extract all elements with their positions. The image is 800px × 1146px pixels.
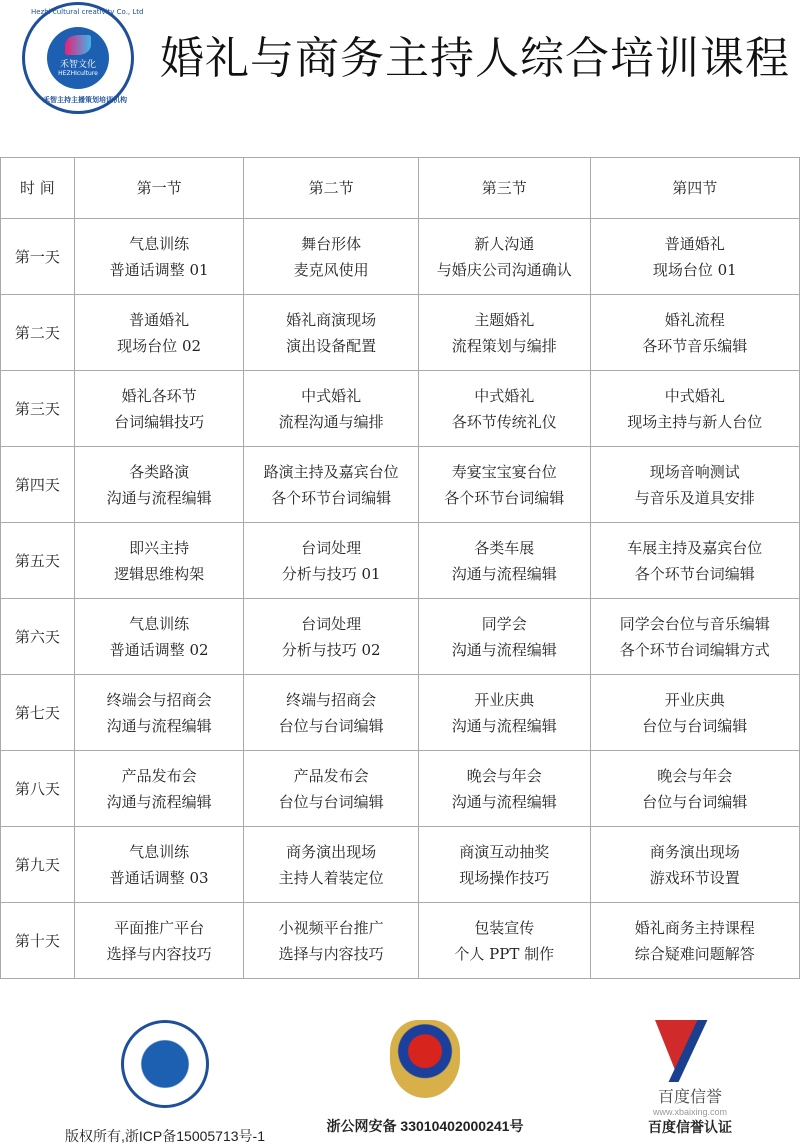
session-cell [418, 523, 590, 599]
session-cell [244, 599, 419, 675]
session-topic: 婚礼商务主持课程 [634, 918, 755, 937]
session-cell [74, 523, 244, 599]
session-cell [244, 675, 419, 751]
session-detail: 沟通与流程编辑 [451, 716, 557, 735]
table-row [1, 219, 800, 295]
day-cell: 第六天 [1, 599, 75, 675]
session-topic: 终端会与招商会 [106, 690, 212, 709]
session-detail: 现场台位 01 [652, 260, 737, 279]
session-detail: 普通话调整 01 [109, 260, 209, 279]
table-row [1, 903, 800, 979]
table-row [1, 599, 800, 675]
session-topic: 包装宣传 [474, 918, 535, 937]
session-topic: 开业庆典 [474, 690, 535, 709]
day-cell: 第八天 [1, 751, 75, 827]
session-detail: 普通话调整 03 [109, 868, 209, 887]
session-cell [590, 219, 799, 295]
company-seal-icon [121, 1020, 209, 1108]
table-row [1, 371, 800, 447]
schedule-table [0, 157, 800, 979]
session-topic: 台词处理 [301, 614, 362, 633]
session-cell [418, 219, 590, 295]
baidu-credibility-icon [655, 1020, 725, 1080]
session-detail: 各个环节台词编辑方式 [619, 640, 770, 659]
session-topic: 各类车展 [474, 538, 535, 557]
session-detail: 与婚庆公司沟通确认 [436, 260, 572, 279]
session-detail: 麦克风使用 [293, 260, 369, 279]
session-detail: 沟通与流程编辑 [106, 716, 212, 735]
session-topic: 产品发布会 [121, 766, 197, 785]
session-detail: 各环节传统礼仪 [451, 412, 557, 431]
session-detail: 现场操作技巧 [459, 868, 550, 887]
session-cell [590, 675, 799, 751]
day-cell: 第九天 [1, 827, 75, 903]
baidu-logo-text: 百度信誉 [657, 1089, 722, 1106]
table-row [1, 675, 800, 751]
session-topic: 产品发布会 [293, 766, 369, 785]
footer-police [300, 1020, 550, 1136]
session-cell [74, 599, 244, 675]
session-detail: 台位与台词编辑 [278, 792, 384, 811]
session-cell [244, 219, 419, 295]
session-topic: 晚会与年会 [657, 766, 733, 785]
table-row [1, 827, 800, 903]
session-detail: 流程策划与编排 [451, 336, 557, 355]
session-cell [590, 447, 799, 523]
session-cell [418, 751, 590, 827]
session-cell [244, 371, 419, 447]
session-topic: 婚礼商演现场 [286, 310, 377, 329]
session-detail: 沟通与流程编辑 [451, 792, 557, 811]
column-header: 第四节 [590, 158, 799, 219]
session-topic: 婚礼各环节 [121, 386, 197, 405]
session-cell [244, 447, 419, 523]
session-detail: 演出设备配置 [286, 336, 377, 355]
session-detail: 现场台位 02 [117, 336, 202, 355]
session-detail: 游戏环节设置 [649, 868, 740, 887]
police-record-text: 浙公网安备 33010402000241号 [326, 1118, 524, 1134]
session-detail: 流程沟通与编排 [278, 412, 384, 431]
session-cell [418, 295, 590, 371]
table-row [1, 523, 800, 599]
table-row [1, 295, 800, 371]
session-detail: 逻辑思维构架 [114, 564, 205, 583]
session-topic: 普通婚礼 [664, 234, 725, 253]
session-topic: 各类路演 [129, 462, 190, 481]
session-topic: 中式婚礼 [664, 386, 725, 405]
session-topic: 路演主持及嘉宾台位 [263, 462, 399, 481]
session-topic: 平面推广平台 [114, 918, 205, 937]
watermark: www.xbaixing.com [652, 1107, 728, 1117]
session-topic: 晚会与年会 [466, 766, 542, 785]
session-topic: 主题婚礼 [474, 310, 535, 329]
session-detail: 台位与台词编辑 [278, 716, 384, 735]
session-detail: 台位与台词编辑 [642, 716, 748, 735]
session-topic: 同学会 [481, 614, 527, 633]
session-cell [418, 447, 590, 523]
session-topic: 普通婚礼 [129, 310, 190, 329]
swirl-icon [65, 35, 91, 55]
session-detail: 沟通与流程编辑 [106, 792, 212, 811]
session-cell [74, 675, 244, 751]
session-detail: 沟通与流程编辑 [451, 564, 557, 583]
session-detail: 台词编辑技巧 [114, 412, 205, 431]
session-detail: 选择与内容技巧 [278, 944, 384, 963]
session-cell [418, 903, 590, 979]
logo-ring-text: Hezhi cultural creativity Co., Ltd [31, 8, 144, 16]
session-cell [418, 599, 590, 675]
logo-ring-cn: 禾智主持主播策划培训机构 [43, 96, 127, 104]
session-cell [418, 371, 590, 447]
session-cell [74, 827, 244, 903]
session-detail: 个人 PPT 制作 [454, 944, 555, 963]
session-topic: 终端与招商会 [286, 690, 377, 709]
session-topic: 商务演出现场 [649, 842, 740, 861]
session-topic: 婚礼流程 [664, 310, 725, 329]
session-detail: 沟通与流程编辑 [106, 488, 212, 507]
session-detail: 各个环节台词编辑 [444, 488, 565, 507]
session-topic: 气息训练 [129, 614, 190, 633]
day-cell: 第三天 [1, 371, 75, 447]
session-topic: 商演互动抽奖 [459, 842, 550, 861]
day-cell: 第二天 [1, 295, 75, 371]
session-detail: 沟通与流程编辑 [451, 640, 557, 659]
session-cell [590, 523, 799, 599]
session-topic: 中式婚礼 [301, 386, 362, 405]
header-row [1, 158, 800, 219]
session-topic: 商务演出现场 [286, 842, 377, 861]
session-topic: 即兴主持 [129, 538, 190, 557]
session-cell [590, 371, 799, 447]
session-cell [590, 599, 799, 675]
session-cell [244, 903, 419, 979]
session-cell [74, 903, 244, 979]
session-detail: 主持人着装定位 [278, 868, 384, 887]
session-detail: 与音乐及道具安排 [634, 488, 755, 507]
session-topic: 现场音响测试 [649, 462, 740, 481]
session-topic: 小视频平台推广 [278, 918, 384, 937]
session-detail: 普通话调整 02 [109, 640, 209, 659]
session-detail: 各个环节台词编辑 [271, 488, 392, 507]
column-header: 第一节 [74, 158, 244, 219]
session-cell [244, 827, 419, 903]
table-row [1, 751, 800, 827]
session-cell [590, 751, 799, 827]
session-topic: 舞台形体 [301, 234, 362, 253]
company-logo [22, 2, 144, 114]
table-row [1, 447, 800, 523]
session-topic: 气息训练 [129, 234, 190, 253]
logo-brand-en: HEZHIculture [58, 70, 98, 77]
session-detail: 分析与技巧 02 [281, 640, 381, 659]
session-cell [74, 219, 244, 295]
session-cell [244, 523, 419, 599]
footer-baidu [610, 1020, 770, 1137]
baidu-credit-text: 百度信誉认证 [648, 1119, 732, 1135]
page-title: 婚礼与商务主持人综合培训课程 [160, 33, 790, 84]
session-topic: 台词处理 [301, 538, 362, 557]
session-cell [74, 447, 244, 523]
logo-brand-cn: 禾智文化 [59, 60, 96, 70]
session-cell [244, 295, 419, 371]
day-cell: 第五天 [1, 523, 75, 599]
session-topic: 开业庆典 [664, 690, 725, 709]
day-cell: 第四天 [1, 447, 75, 523]
session-detail: 台位与台词编辑 [642, 792, 748, 811]
session-detail: 各个环节台词编辑 [634, 564, 755, 583]
session-detail: 综合疑难问题解答 [634, 944, 755, 963]
session-cell [590, 827, 799, 903]
session-cell [74, 751, 244, 827]
session-topic: 同学会台位与音乐编辑 [619, 614, 770, 633]
session-detail: 各环节音乐编辑 [642, 336, 748, 355]
column-header: 时 间 [1, 158, 75, 219]
session-cell [74, 295, 244, 371]
icp-text: 版权所有,浙ICP备15005713号-1 [65, 1128, 265, 1144]
session-topic: 气息训练 [129, 842, 190, 861]
day-cell: 第十天 [1, 903, 75, 979]
session-detail: 选择与内容技巧 [106, 944, 212, 963]
day-cell: 第七天 [1, 675, 75, 751]
session-cell [244, 751, 419, 827]
session-cell [418, 827, 590, 903]
session-topic: 寿宴宝宝宴台位 [451, 462, 557, 481]
session-topic: 车展主持及嘉宾台位 [627, 538, 763, 557]
column-header: 第三节 [418, 158, 590, 219]
footer-copyright [55, 1020, 275, 1146]
police-badge-icon [390, 1020, 460, 1098]
column-header: 第二节 [244, 158, 419, 219]
session-cell [74, 371, 244, 447]
session-cell [418, 675, 590, 751]
session-cell [590, 903, 799, 979]
day-cell: 第一天 [1, 219, 75, 295]
session-cell [590, 295, 799, 371]
session-topic: 中式婚礼 [474, 386, 535, 405]
session-detail: 现场主持与新人台位 [627, 412, 763, 431]
session-topic: 新人沟通 [474, 234, 535, 253]
session-detail: 分析与技巧 01 [281, 564, 381, 583]
